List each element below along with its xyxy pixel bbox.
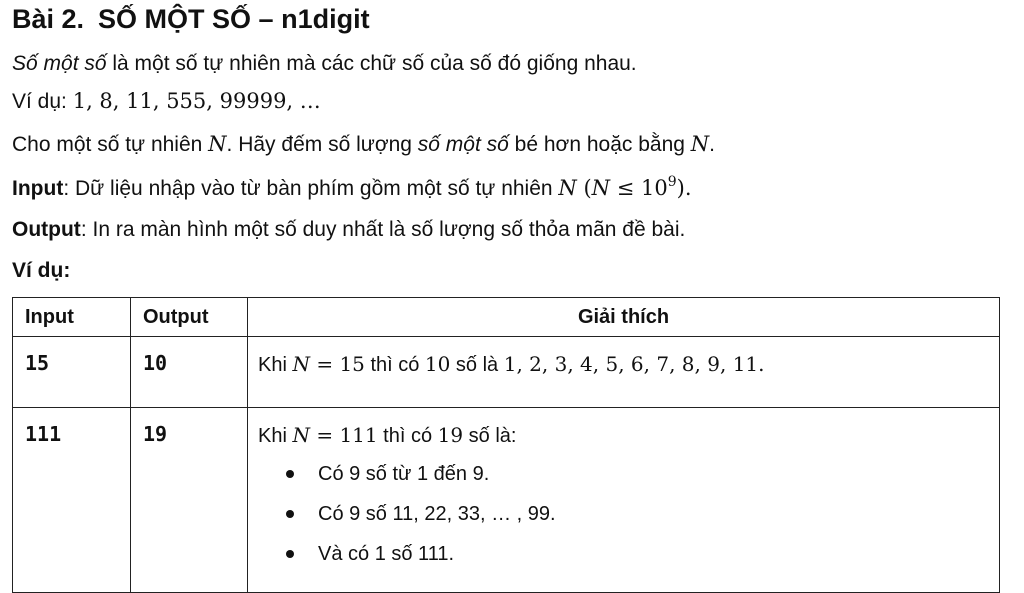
task-text-2: . Hãy đếm số lượng (226, 133, 418, 156)
task-line (12, 132, 715, 157)
bullet-text: Có 9 số từ 1 đến 9. (318, 463, 490, 485)
header-output: Output (131, 298, 248, 337)
task-end: . (709, 133, 715, 156)
task-term: số một số (417, 133, 509, 156)
task-var-n: N (208, 132, 227, 156)
task-text-1: Cho một số tự nhiên (12, 133, 209, 156)
table-row (13, 337, 1000, 408)
output-line (12, 218, 685, 242)
expl-eq: = 111 (309, 423, 378, 447)
examples-table (12, 297, 1000, 593)
input-text: : Dữ liệu nhập vào từ bàn phím gồm một số tự nhiên (63, 177, 559, 200)
input-line (12, 176, 692, 201)
expl-mid: thì có (377, 425, 438, 447)
expl-var: N (292, 423, 310, 447)
row-explanation (248, 337, 1000, 408)
expl-var: N (292, 352, 310, 376)
expl-mid2: số là (450, 354, 504, 376)
output-text: : In ra màn hình một số duy nhất là số lượng số thỏa mãn đề bài. (80, 218, 686, 241)
example-line (12, 89, 321, 114)
input-var-n: N (558, 176, 577, 200)
definition-text: là một số tự nhiên mà các chữ số của số đó giống nhau. (106, 52, 637, 75)
examples-heading: Ví dụ: (12, 259, 71, 282)
expl-prefix: Khi (258, 425, 293, 447)
explanation-bullets (258, 459, 989, 569)
input-cond-op: ≤ 10 (610, 176, 668, 200)
bullet-icon (286, 550, 294, 558)
expl-count: 10 (424, 352, 451, 376)
expl-mid2: số là: (463, 425, 517, 447)
example-values: 1, 8, 11, 555, 99999, … (72, 89, 321, 113)
input-cond-open: ( (576, 176, 592, 200)
bullet-icon (286, 470, 294, 478)
task-text-3: bé hơn hoặc bằng (508, 133, 691, 156)
expl-count: 19 (437, 423, 464, 447)
problem-number: Bài 2. (12, 4, 85, 34)
table-header-row (13, 298, 1000, 337)
expl-prefix: Khi (258, 354, 293, 376)
list-item (258, 499, 989, 529)
definition-term: Số một số (12, 52, 107, 75)
row-output: 10 (131, 337, 248, 408)
row-output: 19 (131, 408, 248, 593)
header-explanation: Giải thích (248, 298, 1000, 337)
task-var-n-2: N (690, 132, 710, 156)
header-input: Input (13, 298, 131, 337)
bullet-text: Có 9 số 11, 22, 33, … , 99. (318, 503, 556, 525)
input-label: Input (12, 177, 64, 200)
expl-mid: thì có (364, 354, 425, 376)
row-input: 111 (13, 408, 131, 593)
definition-line (12, 52, 637, 76)
example-label: Ví dụ: (12, 90, 73, 113)
list-item (258, 539, 989, 569)
bullet-text: Và có 1 số 111. (318, 543, 455, 565)
input-cond-exp: 9 (667, 174, 677, 190)
list-item (258, 459, 989, 489)
expl-list: 1, 2, 3, 4, 5, 6, 7, 8, 9, 11. (503, 352, 765, 376)
problem-name: SỐ MỘT SỐ – n1digit (98, 4, 370, 34)
problem-title (12, 4, 370, 35)
table-row (13, 408, 1000, 593)
bullet-icon (286, 510, 294, 518)
expl-eq: = 15 (309, 352, 365, 376)
input-cond-var: N (591, 176, 611, 200)
row-input: 15 (13, 337, 131, 408)
input-cond-close: ). (676, 176, 692, 200)
row-explanation (248, 408, 1000, 593)
output-label: Output (12, 218, 81, 241)
